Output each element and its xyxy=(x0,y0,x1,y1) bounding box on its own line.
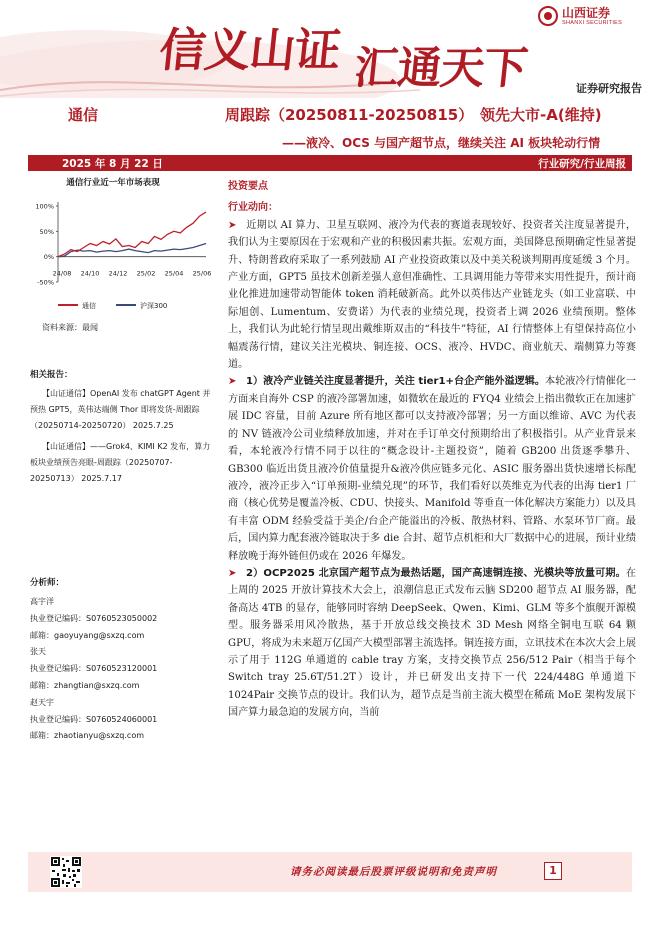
logo-icon xyxy=(538,6,558,26)
paragraph-text: 本轮液冷行情催化一方面来自海外 CSP 的液冷部署加速，如微软在最近的 FYQ4 业绩会上指出微软正在加速扩展 IDC 容量，目前 Azure 所有地区都可以支持液冷部署；另一方面以维谛、AVC 为代表的 NV 链液冷公司业绩释放加速，并对在手订单交付预期给出了积极指引。从产业背景来看，本轮液冷行情不同于以往的“概念设计-主题投资”，随着 GB200 出货逐季攀升、GB300 临近出货且液冷价值量提升&液冷供应链多元化、ASIC 服务器出货快速增长标配液冷，液冷正步入“订单预期-业绩兑现”的环节，我们看好以英维克为代表的出海 tier1 厂商（核心优势是覆盖冷板、CDU、快接头、Manifold 等垂直一体化解决方案能力）以及具有丰富 ODM 经验受益于美企/台企产能溢出的冷板、散热材料、管路、水泵环节厂商。最后，国内算力配套液冷链取决于多 die 合封、超节点机柜和大厂数据中心的进展，预计业绩释放晚于海外链但仍或在 2026 年爆发。 xyxy=(228,376,636,562)
x-tick-label: 24/12 xyxy=(108,269,128,278)
title-row xyxy=(0,104,662,130)
analyst-name: 赵天宇 xyxy=(30,697,54,707)
header-banner xyxy=(0,0,662,98)
paragraph-overview xyxy=(228,217,636,374)
related-report-item[interactable] xyxy=(30,439,215,486)
analyst-name: 张天 xyxy=(30,647,46,657)
legend-label: 沪深300 xyxy=(140,302,168,310)
footer xyxy=(28,852,632,892)
report-type: 证券研究报告 xyxy=(576,82,642,95)
analyst-email[interactable]: 邮箱：zhangtian@sxzq.com xyxy=(30,680,140,690)
related-report-tag: 【山证通信】 xyxy=(42,389,90,398)
analyst-email[interactable]: 邮箱：gaoyuyang@sxzq.com xyxy=(30,630,145,640)
report-title: 周跟踪（20250811-20250815） xyxy=(225,106,474,124)
paragraph-text: 近期以 AI 算力、卫星互联网、液冷为代表的赛道表现较好、投资者关注度显著提升，我们认为主要原因在于宏观和产业的积极因素共振。宏观方面，美国降息预期确定性显著提升、特朗普政府采取了一系列鼓励 AI 产业投资政策以及中美关税谈判期再度延缓 3 个月。产业方面，GPT5 虽技术创新差强人意但准确性、工具调用能力等带来实用性提升，预计商业化推进加速带动智能体 token 消耗破新高。此外以英伟达产业链龙头（如工业富联、中际旭创、Lumentum、安费诺）为代表的业绩兑现，投资者上调 2026 业绩预期。整体上，我们认为此轮行情呈现出戴维斯双击的“科技牛”特征，AI 行情整体上有望保持高位小幅震荡行情，建议关注光模块、铜连接、OCS、液冷、HVDC、商业航天、端侧算力等赛道。 xyxy=(228,219,636,371)
report-category: 行业研究/行业周报 xyxy=(538,158,626,170)
report-subtitle: ——液冷、OCS 与国产超节点，继续关注 AI 板块轮动行情 xyxy=(282,136,601,150)
x-tick-label: 24/10 xyxy=(80,269,100,278)
related-report-tag: 【山证通信】 xyxy=(42,442,90,452)
x-tick-label: 25/06 xyxy=(192,269,212,278)
logo-cn: 山西证券 xyxy=(562,5,611,20)
market-chart-svg xyxy=(28,192,216,318)
chart-title: 通信行业近一年市场表现 xyxy=(66,178,160,188)
paragraph-text: 在上周的 2025 开放计算技术大会上，浪潮信息正式发布云脑 SD200 超节点 AI 服务器，配备高达 4TB 的显存，能够同时容纳 DeepSeek、Qwen、Kimi、GLM 等多个旗舰开源模型。服务器采用风冷散热，基于开放总线交换技术 3D Mesh 网络全铜电互联 64 颗 GPU，将成为未来超万亿国产大模型部署主流选择。铜连接方面，立讯技术在本次大会上展示了用于 112G 单通道的 cable tray 方案，支持交换节点 256/512 Pair（相当于每个 Switch tray 25.6T/51.2T）设计，并已研发出支持下一代 224/448G 单通道下 1024Pair 交换节点的设计。我们认为，超节点是当前主流大模型在稀疏 MoE 架构发展下国产算力最急迫的发展方向，当前 xyxy=(228,567,636,719)
logo-en: SHANXI SECURITIES xyxy=(562,19,623,26)
report-date: 2025 年 8 月 22 日 xyxy=(62,158,163,170)
analysts xyxy=(30,594,215,745)
y-tick-label: 0% xyxy=(43,253,54,262)
disclaimer[interactable]: 请务必阅读最后股票评级说明和免责声明 xyxy=(290,866,497,878)
date-bar xyxy=(28,155,632,171)
page-number: 1 xyxy=(544,862,562,880)
paragraph-liquid-cooling xyxy=(228,373,636,564)
bullet-icon: ➤ xyxy=(228,219,237,231)
related-report-text: OpenAI 发布 chatGPT Agent 并预热 GPT5，英伟达端侧 Thor 即将发货-周跟踪（20250714-20250720） 2025.7.25 xyxy=(30,389,211,430)
investment-heading: 投资要点 xyxy=(228,181,268,192)
market-chart xyxy=(28,192,216,318)
qr-code-icon[interactable] xyxy=(50,856,82,888)
bullet-icon: ➤ xyxy=(228,567,237,579)
y-tick-label: 50% xyxy=(39,227,54,236)
x-tick-label: 24/08 xyxy=(52,269,72,278)
related-report-text: ——Grok4、KIMI K2 发布，算力板块业绩预告亮眼-周跟踪（20250707-20250713） 2025.7.17 xyxy=(30,442,211,483)
analyst-name: 高宇洋 xyxy=(30,597,54,606)
company-logo xyxy=(538,6,622,26)
slogan-right: 汇通天下 xyxy=(351,43,530,94)
bullet-icon: ➤ xyxy=(228,376,237,388)
related-reports-heading: 相关报告： xyxy=(30,370,73,380)
analysts-heading: 分析师： xyxy=(30,578,65,588)
related-reports xyxy=(30,386,215,493)
paragraph-supernode xyxy=(228,565,636,722)
industry-label: 通信 xyxy=(68,106,99,124)
data-source: 资料来源：最闻 xyxy=(42,323,98,332)
analyst-cert: 执业登记编码：S0760523050002 xyxy=(30,613,158,623)
y-tick-label: 100% xyxy=(35,202,54,211)
analyst-cert: 执业登记编码：S0760524060001 xyxy=(30,714,158,724)
paragraph-lead: 2）OCP2025 北京国产超节点为最热话题，国产高速铜连接、光模块等放量可期。 xyxy=(246,567,626,579)
industry-trend-heading: 行业动向： xyxy=(228,202,278,214)
analyst-email[interactable]: 邮箱：zhaotianyu@sxzq.com xyxy=(30,731,145,741)
x-tick-label: 25/04 xyxy=(164,269,184,278)
sidebar xyxy=(28,176,216,333)
paragraph-lead: 1）液冷产业链关注度显著提升，关注 tier1+台企产能外溢逻辑。 xyxy=(246,376,545,388)
analyst-cert: 执业登记编码：S0760523120001 xyxy=(30,664,158,674)
x-tick-label: 25/02 xyxy=(136,269,156,278)
slogan-left: 信义山证 xyxy=(156,23,343,77)
main-content xyxy=(228,178,636,722)
legend-label: 通信 xyxy=(82,302,96,310)
y-tick-label: -50% xyxy=(37,278,54,287)
rating-label: 领先大市-A(维持) xyxy=(480,106,602,124)
related-report-item[interactable] xyxy=(30,386,215,433)
